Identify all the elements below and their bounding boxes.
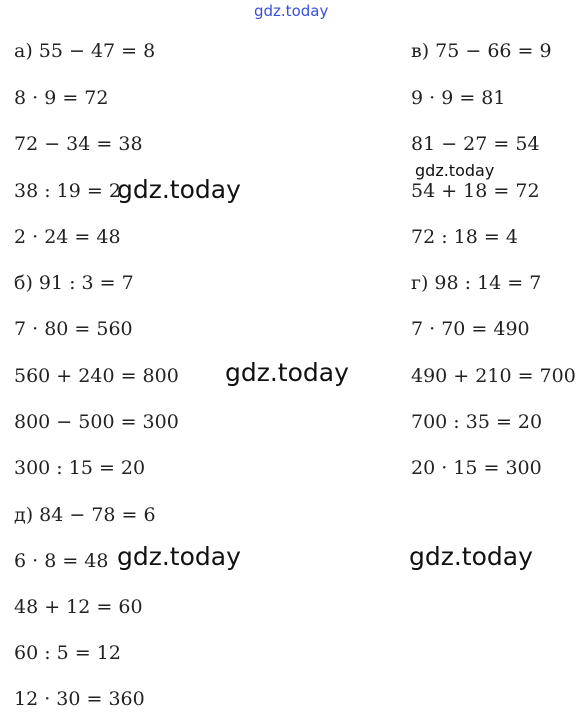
equation-left-4: 38 : 19 = 2 — [14, 180, 121, 202]
watermark-3: gdz.today — [225, 358, 349, 387]
equation-left-15: 12 · 30 = 360 — [14, 688, 145, 710]
equation-right-9: 700 : 35 = 20 — [411, 411, 543, 433]
equation-left-10: 300 : 15 = 20 — [14, 457, 146, 479]
equation-left-8: 560 + 240 = 800 — [14, 365, 179, 387]
equation-left-11: д) 84 − 78 = 6 — [14, 504, 156, 526]
equation-left-9: 800 − 500 = 300 — [14, 411, 179, 433]
equation-right-4: 54 + 18 = 72 — [411, 180, 540, 202]
equation-right-2: 9 · 9 = 81 — [411, 87, 506, 109]
equation-right-3: 81 − 27 = 54 — [411, 133, 540, 155]
equation-right-1: в) 75 − 66 = 9 — [411, 40, 552, 62]
equation-left-14: 60 : 5 = 12 — [14, 642, 121, 664]
equation-left-2: 8 · 9 = 72 — [14, 87, 109, 109]
equation-left-6: б) 91 : 3 = 7 — [14, 272, 134, 294]
equation-right-7: 7 · 70 = 490 — [411, 318, 530, 340]
equation-right-6: г) 98 : 14 = 7 — [411, 272, 542, 294]
equation-left-7: 7 · 80 = 560 — [14, 318, 133, 340]
equation-right-5: 72 : 18 = 4 — [411, 226, 518, 248]
watermark-2: gdz.today — [415, 161, 495, 180]
equation-right-10: 20 · 15 = 300 — [411, 457, 542, 479]
equation-left-5: 2 · 24 = 48 — [14, 226, 121, 248]
equation-left-1: а) 55 − 47 = 8 — [14, 40, 156, 62]
equation-right-8: 490 + 210 = 700 — [411, 365, 576, 387]
header-watermark: gdz.today — [254, 2, 329, 20]
watermark-1: gdz.today — [117, 175, 241, 204]
watermark-5: gdz.today — [409, 542, 533, 571]
equation-left-13: 48 + 12 = 60 — [14, 596, 143, 618]
watermark-4: gdz.today — [117, 542, 241, 571]
equation-left-12: 6 · 8 = 48 — [14, 550, 109, 572]
equation-left-3: 72 − 34 = 38 — [14, 133, 143, 155]
